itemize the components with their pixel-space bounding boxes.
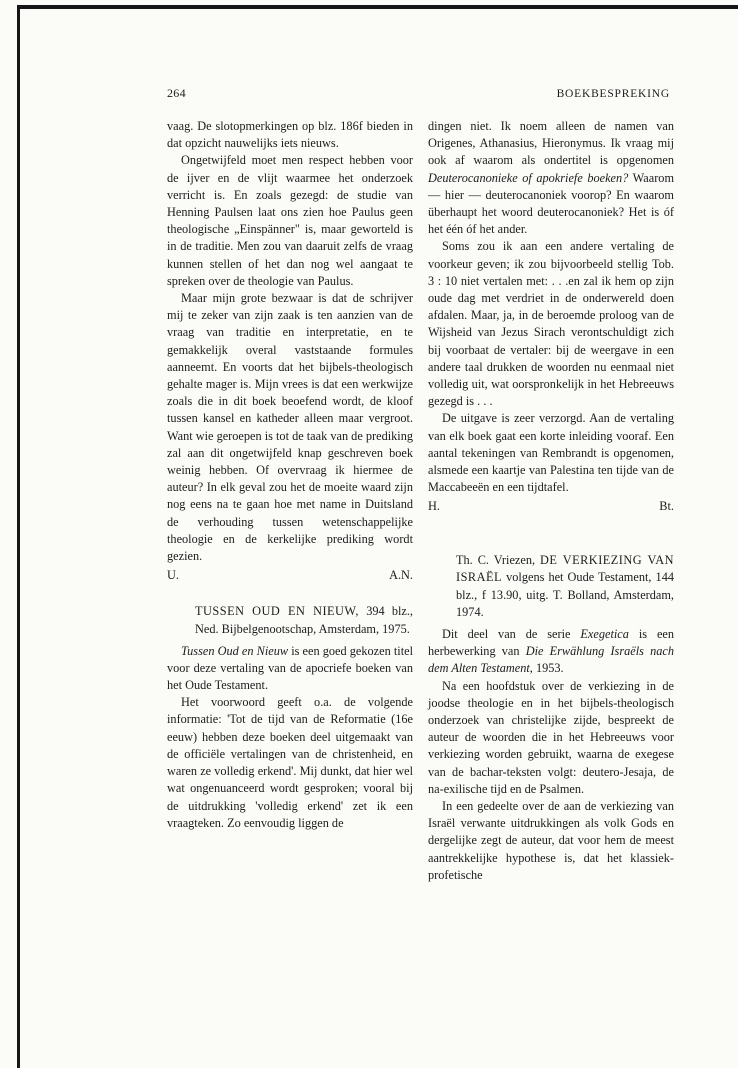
signature-left: H. [428, 499, 440, 514]
paragraph [167, 643, 413, 695]
left-column [167, 118, 413, 832]
paragraph-text: 1953. [532, 661, 564, 676]
right-column [428, 118, 674, 884]
paragraph-text: Dit deel van de serie [442, 627, 581, 642]
paragraph-text: is een goed gekozen titel voor deze vertaling van de apocriefe boeken van het Oude Testament. [167, 643, 413, 693]
book-title: TUSSEN OUD EN NIEUW, [195, 604, 359, 619]
signature-left: U. [167, 568, 179, 583]
reviewer-signature [428, 498, 674, 515]
book-details: volgens het Oude Testament, 144 blz., f 13.90, uitg. T. Bolland, Amsterdam, 1974. [456, 570, 674, 620]
reviewer-signature [167, 567, 413, 584]
review-heading [195, 603, 413, 638]
paragraph: Maar mijn grote bezwaar is dat de schrijver mij te zeker van zijn zaak is ten aanzien van de vraag van traditie en interpretatie, en te gemakkelijk overal vaststaande formules aanneemt. En voorts dat het bijbels-theologisch gehalte mager is. Mijn vrees is dat een werkwijze zoals die in dit boek beoefend wordt, de kloof tussen kansel en katheder alleen maar vergroot. Want wie geroepen is tot de taak van de prediking zal aan dit ongetwijfeld knap geschreven boek weinig hebben. Of overvraag ik hiermee de auteur? In elk geval zou het de moeite waard zijn nog eens na te gaan hoe met name in Duitsland de verhouding tussen wetenschappelijke theologie en de kerkelijke prediking wordt gezien. [167, 291, 413, 564]
paragraph: Het voorwoord geeft o.a. de volgende informatie: 'Tot de tijd van de Reformatie (16e eeuw) hebben deze boeken deel uitgemaakt van de officiële vertalingen van de christenheid, en waren ze volledig erkend'. Mij dunkt, dat hier wel wat ongenuanceerd wordt gesproken; vooral bij de uitdrukking 'volledig erkend' zet ik een vraagteken. Zo eenvoudig liggen de [167, 695, 413, 830]
signature-right: Bt. [659, 499, 674, 514]
paragraph-text: Waarom — hier — deuterocanoniek voorop? En waarom überhaupt het woord deuterocanoniek? Het is óf het één óf het ander. [428, 170, 675, 237]
page-header [167, 86, 670, 101]
running-head: BOEKBESPREKING [556, 88, 670, 100]
paragraph: De uitgave is zeer verzorgd. Aan de vertaling van elk boek gaat een korte inleiding vooraf. Een aantal tekeningen van Rembrandt is opgenomen, alsmede een kaartje van Palestina ten tijde van de Maccabeeën en een tijdtafel. [428, 411, 674, 495]
series-title: Exegetica [580, 627, 629, 642]
paragraph [428, 118, 674, 238]
book-title: DE VERKIEZING VAN ISRAËL [456, 552, 674, 585]
original-title: Die Erwählung Israëls nach dem Alten Testament, [428, 644, 674, 676]
paragraph: vaag. De slotopmerkingen op blz. 186f bieden in dat opzicht nauwelijks iets nieuws. [167, 119, 413, 151]
paragraph: In een gedeelte over de aan de verkiezing van Israël verwante uitdrukkingen als volk Gods en dergelijke zegt de auteur, dat voor hem de meest aantrekkelijke hypothese is, dat het klassiek-profetische [428, 799, 674, 882]
book-details: 394 blz., Ned. Bijbelgenootschap, Amsterdam, 1975. [195, 604, 413, 637]
paragraph: Soms zou ik aan een andere vertaling de voorkeur geven; ik zou bijvoorbeeld stellig Tob. 3 : 10 niet vertalen met: . . .en zal ik hem op zijn oude dag met verdriet in de onderwereld doen afdalen. Maar, ja, in de beroemde proloog van de Wijsheid van Jezus Sirach verontschuldigt zich bij voorbaat de vertaler: bij de weergave in een andere taal drukken de woorden nu eenmaal niet volledig uit, wat oorspronkelijk in het Hebreeuws gezegd is . . . [428, 239, 674, 409]
book-author: Th. C. Vriezen, [456, 552, 536, 567]
review-heading [456, 552, 674, 622]
signature-right: A.N. [389, 568, 413, 583]
italic-title: Tussen Oud en Nieuw [181, 643, 289, 658]
paragraph: Na een hoofdstuk over de verkiezing in de joodse theologie en in het bijbels-theologisch onderzoek van christelijke zijde, bespreekt de auteur de woorden die in het Hebreeuws voor verkiezing worden gebruikt, waarna de exegese van de bachar-teksten volgt: deutero-Jesaja, de na-exilische tijd en de Psalmen. [428, 678, 674, 796]
page-number: 264 [167, 86, 186, 100]
paragraph [428, 626, 674, 678]
italic-subtitle: Deuterocanonieke of apokriefe boeken? [428, 170, 629, 185]
paragraph: Ongetwijfeld moet men respect hebben voor de ijver en de vlijt waarmee het onderzoek verricht is. En zoals gezegd: de studie van Henning Paulsen laat ons zien hoe Paulus geen theologische „Einspänner" is, maar geworteld is in de traditie. Men zou van daaruit zelfs de vraag kunnen stellen of het dan nog wel aangaat te spreken over de theologie van Paulus. [167, 153, 413, 288]
paragraph-text: is een herbewerking van [428, 627, 675, 659]
scan-edge-left [17, 5, 20, 1068]
scan-edge-top [17, 5, 738, 9]
paragraph-text: dingen niet. Ik noem alleen de namen van Origenes, Athanasius, Hieronymus. Ik vraag mij ook af waarom als ondertitel is opgenomen [428, 119, 674, 168]
